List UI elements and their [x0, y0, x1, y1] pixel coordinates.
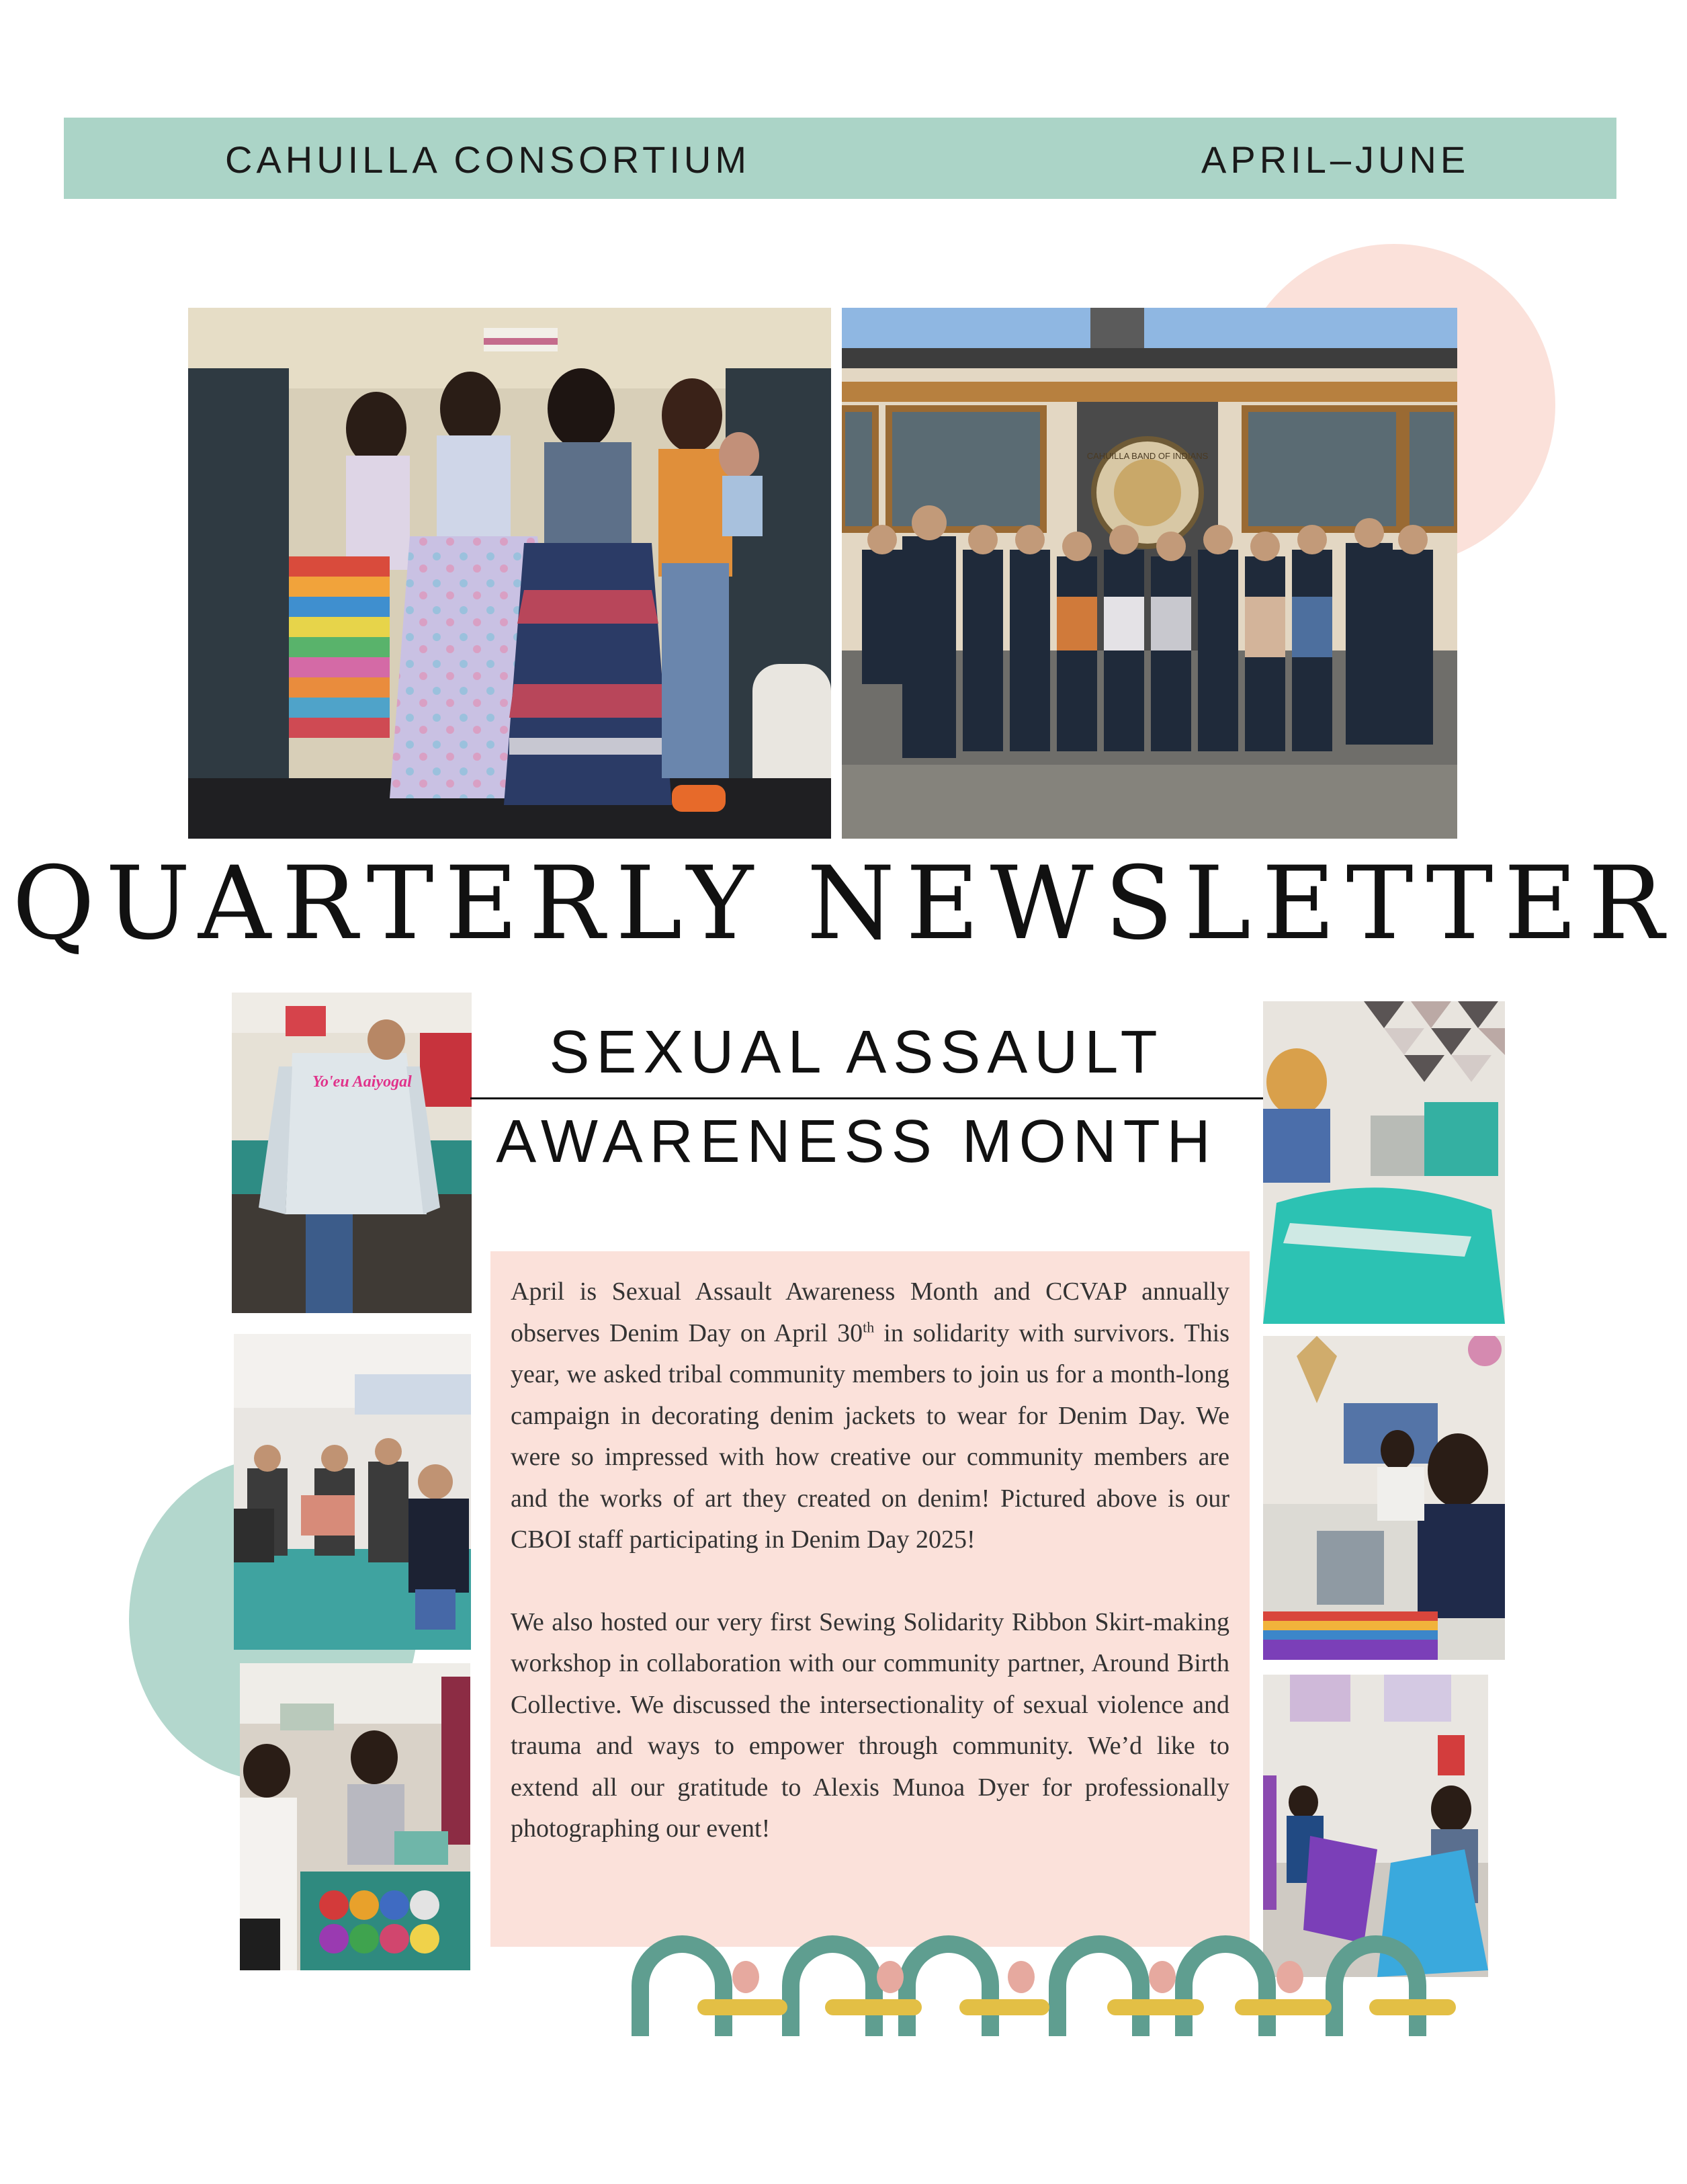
photo-sewing-machine-fabric: [1263, 1001, 1505, 1324]
article-paragraph-1: April is Sexual Assault Awareness Month and CCVAP annually observes Denim Day on April 30th in solidarity with survivors. This year, we asked tribal community members to join us for a month-long campaign in decorating denim jackets to wear for Denim Day. We were so impressed with how creative our community members are and the works of art they created on denim! Pictured above is our CBOI staff participating in Denim Day 2025!: [511, 1277, 1229, 1554]
decorative-arch-pattern: [632, 1935, 1458, 2043]
section-heading-line2: AWARENESS MONTH: [496, 1108, 1217, 1175]
photo-ribbon-table: [240, 1663, 470, 1970]
photo-sewing-station: [1263, 1336, 1505, 1660]
photo-staff-ribbon-skirts: [188, 308, 831, 839]
article-paragraph-2: We also hosted our very first Sewing Solidarity Ribbon Skirt-making workshop in collaboration with our community partner, Around Birth Collective. We discussed the intersectionality of sexual violence and trauma and ways to empower through community. We’d like to extend all our gratitude to Alexis Munoa Dyer for professionally photographing our event!: [511, 1607, 1229, 1843]
seal-text: CAHUILLA BAND OF INDIANS: [1086, 451, 1209, 461]
photo-workshop-participants: [234, 1334, 471, 1650]
jacket-text: Yo'eu Aaiyogal: [312, 1073, 412, 1091]
newsletter-period: APRIL–JUNE: [1201, 138, 1470, 181]
newsletter-title: QUARTERLY NEWSLETTER: [12, 845, 1675, 962]
section-heading-line1: SEXUAL ASSAULT: [549, 1019, 1164, 1086]
article-text-box: [490, 1251, 1250, 1947]
photo-skirt-fitting: [1263, 1675, 1488, 1977]
heading-divider: [470, 1097, 1266, 1099]
organization-name: CAHUILLA CONSORTIUM: [225, 138, 750, 181]
photo-decorated-denim-jacket: [232, 993, 472, 1313]
photo-group-building: [842, 308, 1457, 839]
